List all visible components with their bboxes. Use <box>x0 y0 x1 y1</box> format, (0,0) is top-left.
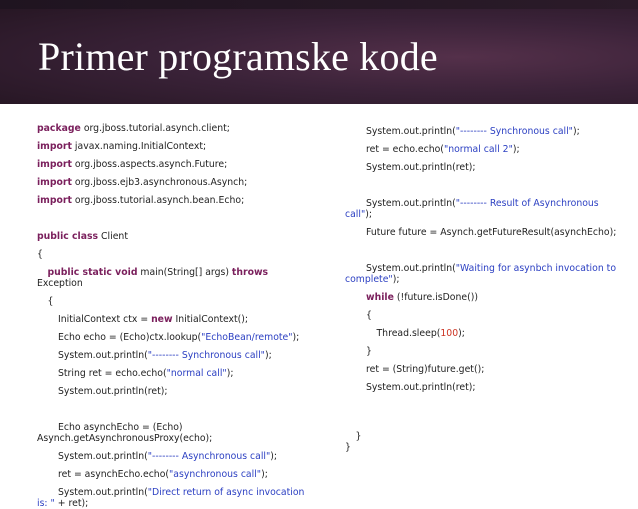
code-line <box>37 469 302 480</box>
code-text: InitialContext ctx = <box>58 314 152 325</box>
code-text: ); <box>292 332 300 343</box>
code-line <box>345 310 620 321</box>
code-string: "Waiting for asynbch invocation to <box>455 263 617 274</box>
code-text: ret = asynchEcho.echo( <box>58 469 170 480</box>
slide-title: Primer programske kode <box>38 34 438 79</box>
code-text: System.out.println( <box>58 451 148 462</box>
code-string: "Direct return of async invocation <box>147 487 305 498</box>
code-line <box>345 162 620 173</box>
code-line <box>37 231 302 242</box>
code-text: ); <box>392 274 400 285</box>
code-string: "asynchronous call" <box>169 469 262 480</box>
code-string: call" <box>345 209 366 220</box>
code-line <box>345 382 620 393</box>
code-text: org.jboss.tutorial.asynch.bean.Echo; <box>71 195 245 206</box>
code-line <box>345 292 620 303</box>
code-text: InitialContext(); <box>172 314 249 325</box>
code-text: + ret); <box>54 498 89 509</box>
code-text: } <box>355 431 362 442</box>
code-string: "-------- Synchronous call" <box>147 350 265 361</box>
code-line <box>37 314 302 325</box>
code-line <box>345 346 620 357</box>
code-number: 100 <box>440 328 459 339</box>
code-line <box>37 422 302 433</box>
code-text: org.jboss.ejb3.asynchronous.Asynch; <box>71 177 248 188</box>
code-line <box>37 159 302 170</box>
code-text: ); <box>261 469 268 480</box>
code-text: ); <box>264 350 272 361</box>
code-line <box>345 263 620 274</box>
code-text: Thread.sleep( <box>376 328 441 339</box>
code-line <box>37 278 302 289</box>
code-line <box>37 350 302 361</box>
code-string: complete" <box>345 274 393 285</box>
code-keyword: import <box>37 177 72 188</box>
code-string: "normal call 2" <box>443 144 513 155</box>
code-line <box>345 442 620 453</box>
code-text: ); <box>226 368 234 379</box>
code-line <box>37 177 302 188</box>
code-string: "EchoBean/remote" <box>201 332 293 343</box>
code-text: (!future.isDone()) <box>393 292 478 303</box>
code-keyword: while <box>366 292 394 303</box>
code-text: System.out.println(ret); <box>366 162 476 173</box>
code-line <box>345 227 620 238</box>
code-text: Echo echo = (Echo)ctx.lookup( <box>58 332 202 343</box>
code-text: String ret = echo.echo( <box>58 368 167 379</box>
slide-header <box>0 0 638 104</box>
code-line <box>345 209 620 220</box>
code-text: { <box>366 310 372 321</box>
code-line <box>37 386 302 397</box>
code-line <box>37 141 302 152</box>
code-line <box>345 198 620 209</box>
code-line <box>37 368 302 379</box>
code-keyword: public class <box>37 231 99 242</box>
code-line <box>37 195 302 206</box>
code-keyword: package <box>37 123 81 134</box>
code-keyword: import <box>37 195 72 206</box>
code-text: System.out.println( <box>58 487 148 498</box>
code-text: System.out.println( <box>366 126 456 137</box>
code-line <box>345 274 620 285</box>
code-text: ); <box>572 126 580 137</box>
code-keyword: throws <box>231 267 269 278</box>
code-string: "-------- Result of Asynchronous <box>455 198 599 209</box>
code-text: main(String[] args) <box>137 267 232 278</box>
code-text: { <box>47 296 54 307</box>
code-text: System.out.println( <box>58 350 148 361</box>
code-keyword: import <box>37 159 72 170</box>
code-line <box>37 498 302 509</box>
code-text: { <box>37 249 43 260</box>
header-top-bar <box>0 0 638 9</box>
code-text: ); <box>458 328 465 339</box>
code-keyword: public static void <box>47 267 138 278</box>
code-line <box>37 123 302 134</box>
code-text: Asynch.getAsynchronousProxy(echo); <box>37 433 213 444</box>
code-text: ret = (String)future.get(); <box>366 364 485 375</box>
code-text: Echo asynchEcho = (Echo) <box>58 422 183 433</box>
code-text: } <box>366 346 372 357</box>
code-text: javax.naming.InitialContext; <box>71 141 207 152</box>
code-text: Future future = Asynch.getFutureResult(asynchEcho); <box>366 227 617 238</box>
code-string: "normal call" <box>166 368 227 379</box>
code-line <box>37 487 305 498</box>
code-text: ); <box>365 209 373 220</box>
code-line <box>37 332 302 343</box>
code-text: System.out.println( <box>366 263 456 274</box>
code-text: System.out.println(ret); <box>366 382 476 393</box>
code-string: "-------- Asynchronous call" <box>147 451 271 462</box>
code-string: is: " <box>37 498 55 509</box>
code-line <box>37 267 302 278</box>
code-line <box>345 431 620 442</box>
code-text: ); <box>270 451 278 462</box>
code-text: ); <box>512 144 520 155</box>
code-line <box>37 296 302 307</box>
code-line <box>37 451 302 462</box>
code-line <box>37 249 302 260</box>
code-text: org.jboss.aspects.asynch.Future; <box>71 159 228 170</box>
code-keyword: import <box>37 141 72 152</box>
code-text: org.jboss.tutorial.asynch.client; <box>80 123 230 134</box>
code-line <box>345 144 620 155</box>
code-line <box>345 328 620 339</box>
code-line <box>345 364 620 375</box>
code-keyword: new <box>151 314 173 325</box>
code-column-right <box>345 126 620 453</box>
code-text: Exception <box>37 278 83 289</box>
code-line <box>37 433 302 444</box>
code-text: Client <box>98 231 128 242</box>
code-text: } <box>345 442 351 453</box>
code-text: System.out.println( <box>366 198 456 209</box>
code-text: System.out.println(ret); <box>58 386 168 397</box>
code-line <box>345 126 620 137</box>
code-text: ret = echo.echo( <box>366 144 444 155</box>
code-string: "-------- Synchronous call" <box>455 126 573 137</box>
code-column-left <box>37 123 305 509</box>
